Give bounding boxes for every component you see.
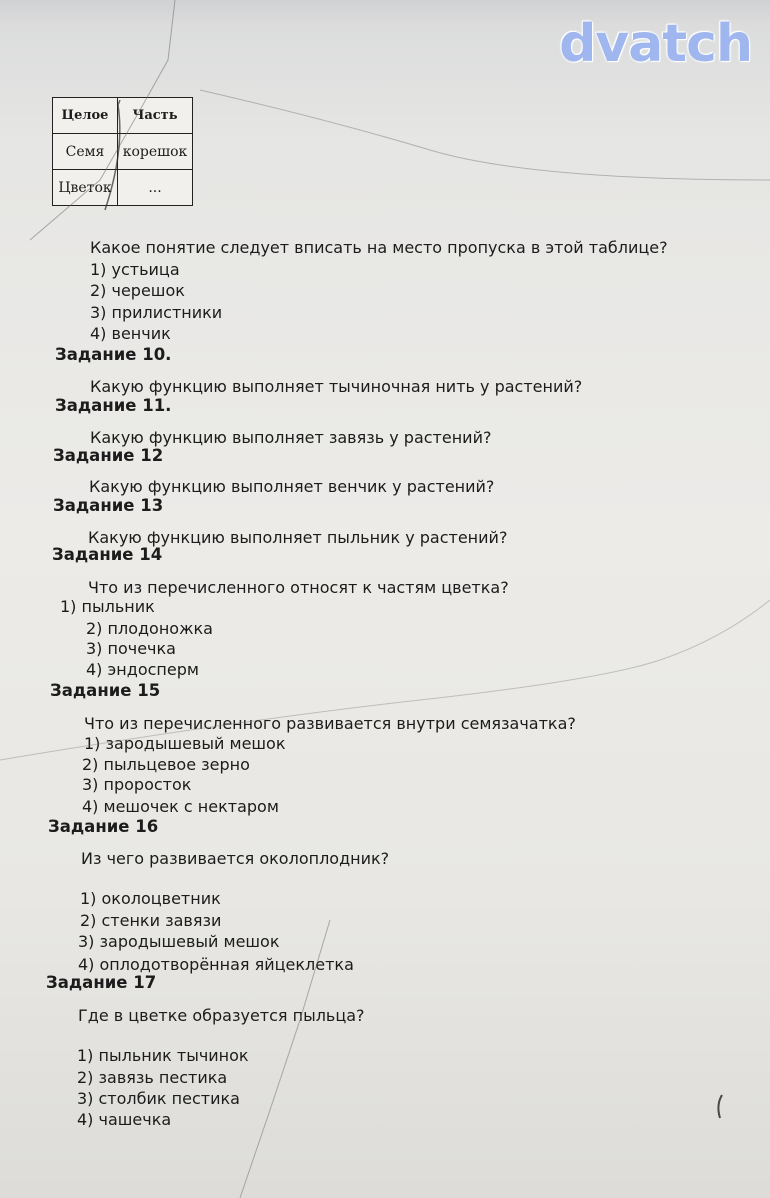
table-header-cell: Часть	[118, 98, 193, 134]
answer-option: 2) стенки завязи	[80, 911, 222, 930]
answer-option: 3) прилистники	[90, 303, 223, 322]
answer-option: 2) пыльцевое зерно	[82, 755, 250, 774]
task-title: Задание 15	[50, 681, 161, 700]
question-text: Из чего развивается околоплодник?	[81, 849, 390, 868]
question-text: Какую функцию выполняет тычиночная нить у растений?	[90, 377, 583, 396]
task-title: Задание 14	[52, 545, 163, 564]
question-text: Какую функцию выполняет венчик у растений?	[89, 477, 495, 496]
question-text: Где в цветке образуется пыльца?	[78, 1006, 365, 1025]
task-title: Задание 10.	[55, 345, 172, 364]
answer-option: 3) столбик пестика	[77, 1089, 240, 1108]
table-row	[53, 134, 193, 170]
answer-option: 1) пыльник тычинок	[77, 1046, 249, 1065]
answer-option: 4) оплодотворённая яйцеклетка	[78, 955, 354, 974]
watermark-logo: dvatch	[559, 14, 752, 74]
table-cell: ...	[118, 170, 193, 206]
table-row	[53, 170, 193, 206]
task-title: Задание 12	[53, 446, 164, 465]
question-text: Какое понятие следует вписать на место пропуска в этой таблице?	[90, 238, 668, 257]
answer-option: 2) завязь пестика	[77, 1068, 228, 1087]
answer-option: 1) зародышевый мешок	[84, 734, 286, 753]
task-title: Задание 13	[53, 496, 164, 515]
answer-option: 3) зародышевый мешок	[78, 932, 280, 951]
question-text: Что из перечисленного развивается внутри семязачатка?	[84, 714, 576, 733]
answer-option: 4) венчик	[90, 324, 171, 343]
answer-option: 4) эндосперм	[86, 660, 199, 679]
answer-option: 1) околоцветник	[80, 889, 221, 908]
answer-option: 4) чашечка	[77, 1110, 172, 1129]
answer-option: 2) плодоножка	[86, 619, 213, 638]
table-header-cell: Целое	[53, 98, 118, 134]
table-header-row	[53, 98, 193, 134]
answer-option: 1) устьица	[90, 260, 180, 279]
question-text: Какую функцию выполняет завязь у растений?	[90, 428, 492, 447]
answer-option: 4) мешочек с нектаром	[82, 797, 279, 816]
table-cell: корешок	[118, 134, 193, 170]
table-cell: Семя	[53, 134, 118, 170]
answer-option: 3) почечка	[86, 639, 176, 658]
whole-part-table	[52, 97, 193, 206]
answer-option: 2) черешок	[90, 281, 185, 300]
table-cell: Цветок	[53, 170, 118, 206]
task-title: Задание 17	[46, 973, 157, 992]
question-text: Что из перечисленного относят к частям цветка?	[88, 578, 509, 597]
task-title: Задание 11.	[55, 396, 172, 415]
task-title: Задание 16	[48, 817, 159, 836]
question-text: Какую функцию выполняет пыльник у растений?	[88, 528, 508, 547]
answer-option: 1) пыльник	[60, 597, 155, 616]
answer-option: 3) проросток	[82, 775, 192, 794]
